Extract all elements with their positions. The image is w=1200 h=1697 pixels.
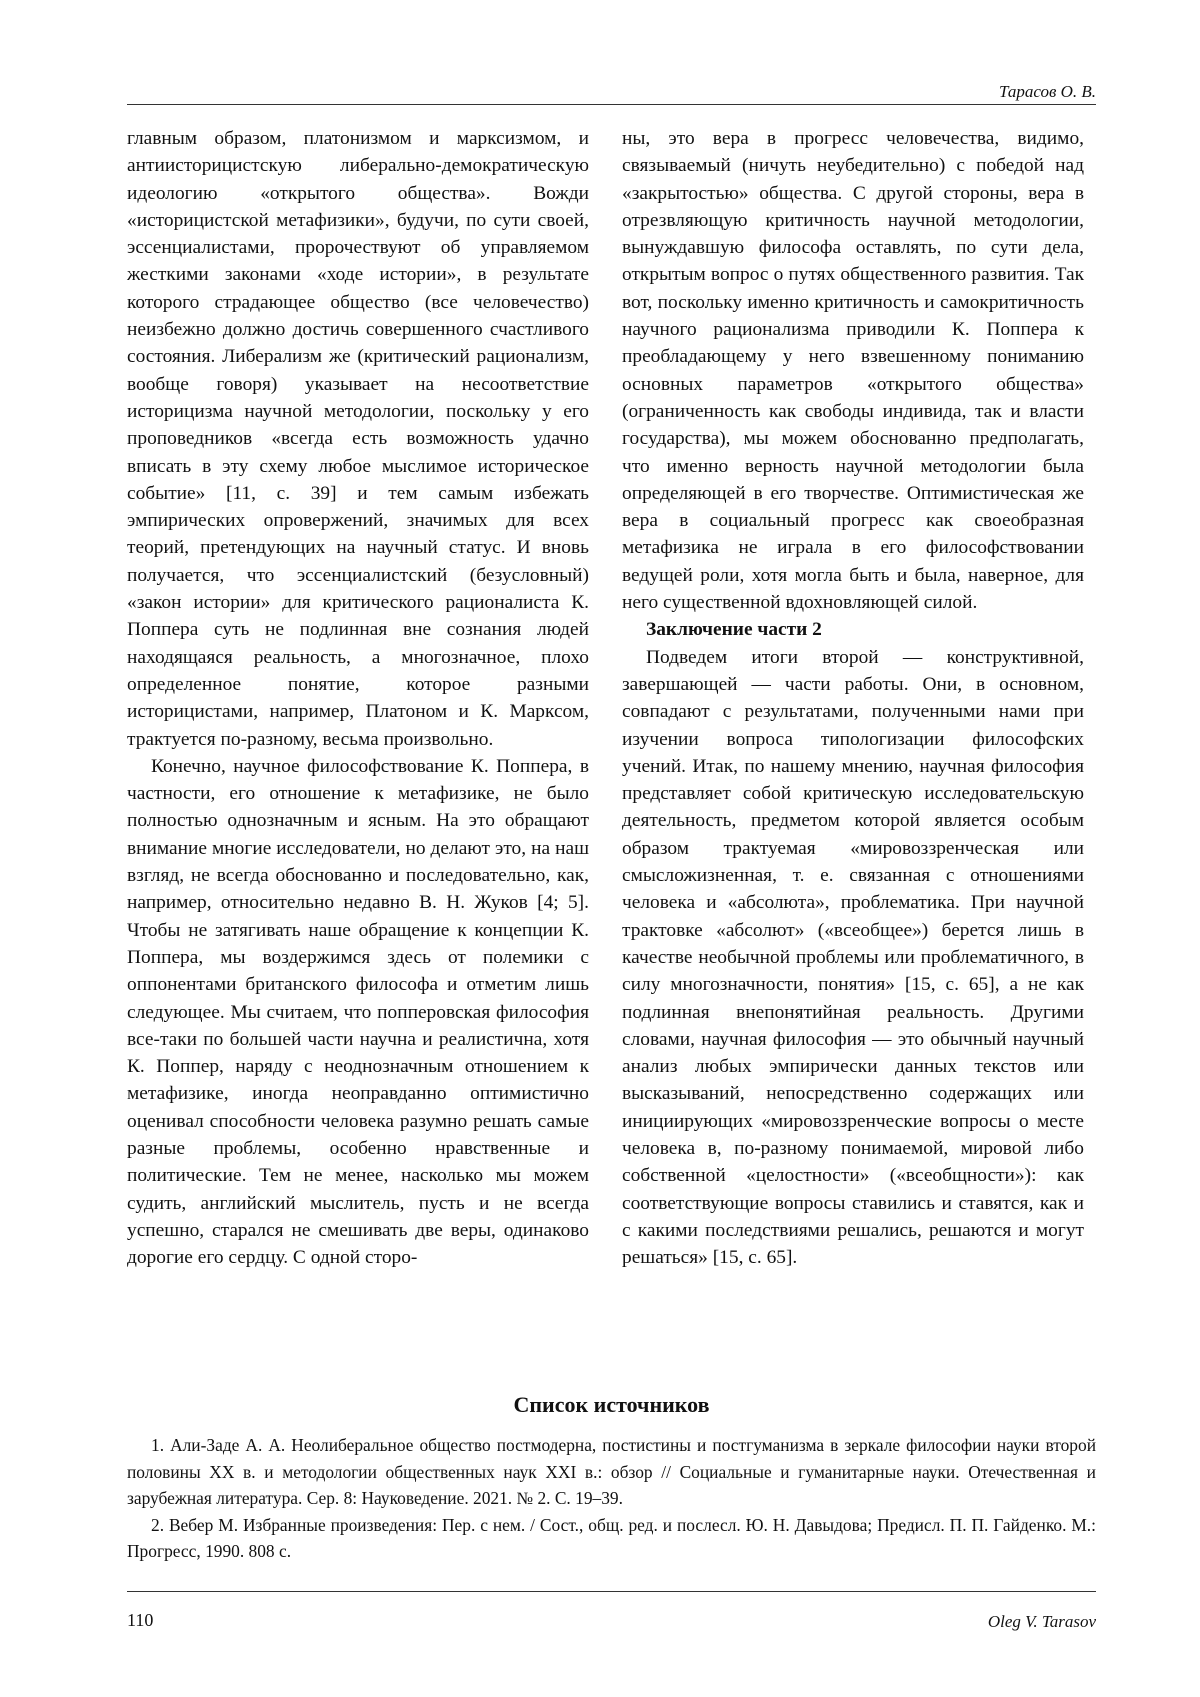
right-paragraph-2: Подведем итоги второй — конструктивной, завершающей — части работы. Они, в основном, совпадают с результатами, полученными нами при изучении вопроса типологизации философских учений. Итак, по нашему мнению, научная философия представляет собой критическую исследовательскую деятельность, предметом которой является особым образом трактуемая «мировоззренческая или смысложизненная, т. е. связанная с отношениями человека и «абсолюта», проблематика. При научной трактовке «абсолют» («всеобщее») берется лишь в качестве необычной проблемы или проблематичного, в силу многозначности, понятия» [15, с. 65], а не как подлинная внепонятийная реальность. Другими словами, научная философия — это обычный научный анализ любых эмпирически данных текстов или высказываний, непосредственно содержащих или инициирующих «мировоззренческие вопросы о месте человека в, по-разному понимаемой, мировой либо собственной «целостности» («всеобщности»): как соответствующие вопросы ставились и ставятся, как и с какими последствиями решались, решаются и могут решаться» [15, с. 65]. [622,646,1084,1269]
reference-item-2: 2. Вебер М. Избранные произведения: Пер. с нем. / Сост., общ. ред. и послесл. Ю. Н. Давыдова; Предисл. П. П. Гайденко. М.: Прогресс, 1990. 808 с. [127,1514,1096,1561]
footer-rule [127,1591,1096,1592]
section-heading: Заключение части 2 [646,619,822,641]
left-paragraph-2: Конечно, научное философствование К. Поппера, в частности, его отношение к метафизике, не было полностью однозначным и ясным. На это обращают внимание многие исследователи, но делают это, на наш взгляд, не всегда обоснованно и последовательно, как, например, относительно недавно В. Н. Жуков [4; 5]. Чтобы не затягивать наше обращение к концепции К. Поппера, мы воздержимся здесь от полемики с оппонентами британского философа и отметим лишь следующее. Мы считаем, что попперовская философия все-таки по большей части научна и реалистична, хотя К. Поппер, наряду с неоднозначным отношением к метафизике, иногда неоправданно оптимистично оценивал способности человека разумно решать самые разные проблемы, особенно нравственные и политические. Тем не менее, насколько мы можем судить, английский мыслитель, пусть и не всегда успешно, старался не смешивать две веры, одинаково дорогие его сердцу. С одной сторо- [127,755,589,1269]
references-list [127,1432,1096,1565]
running-foot-author: Oleg V. Tarasov [987,1612,1096,1631]
right-column [622,125,1084,1271]
page-number: 110 [127,1610,154,1630]
reference-item-1: 1. Али-Заде А. А. Неолиберальное общество постмодерна, постистины и постгуманизма в зеркале философии науки второй половины XX в. и методологии общественных наук XXI в.: обзор // Социальные и гуманитарные науки. Отечественная и зарубежная литература. Сер. 8: Науковедение. 2021. № 2. С. 19–39. [127,1435,1096,1508]
left-column [127,125,589,1271]
left-paragraph-1: главным образом, платонизмом и марксизмом, и антиисторицистскую либерально-демократическую идеологию «открытого общества». Вожди «историцистской метафизики», будучи, по сути своей, эссенциалистами, пророчествуют об управляемом жесткими законами «ходе истории», в результате которого страдающее общество (все человечество) неизбежно должно достичь совершенного счастливого состояния. Либерализм же (критический рационализм, вообще говоря) указывает на несоответствие историцизма научной методологии, поскольку у его проповедников «всегда есть возможность удачно вписать в эту схему любое мыслимое историческое событие» [11, с. 39] и тем самым избежать эмпирических опровержений, значимых для всех теорий, претендующих на научный статус. И вновь получается, что эссенциалистский (безусловный) «закон истории» для критического рационалиста К. Поппера суть не подлинная вне сознания людей находящаяся реальность, а многозначное, плохо определенное понятие, которое разными историцистами, например, Платоном и К. Марксом, трактуется по-разному, весьма произвольно. [127,128,589,750]
header-rule [127,104,1096,105]
right-paragraph-1: ны, это вера в прогресс человечества, видимо, связываемый (ничуть неубедительно) с победой над «закрытостью» общества. С другой стороны, вера в отрезвляющую критичность научной методологии, вынуждавшую философа оставлять, по сути дела, открытым вопрос о путях общественного развития. Так вот, поскольку именно критичность и самокритичность научного рационализма приводили К. Поппера к преобладающему у него взвешенному пониманию основных параметров «открытого общества» (ограниченность как свободы индивида, так и власти государства), мы можем обоснованно предполагать, что именно верность научной методологии была определяющей в его творчестве. Оптимистическая же вера в социальный прогресс как своеобразная метафизика не играла в его философствовании ведущей роли, хотя могла быть и была, наверное, для него существенной вдохновляющей силой. [622,128,1084,614]
references-title: Список источников [513,1392,710,1417]
running-head-author: Тарасов О. В. [998,82,1096,101]
